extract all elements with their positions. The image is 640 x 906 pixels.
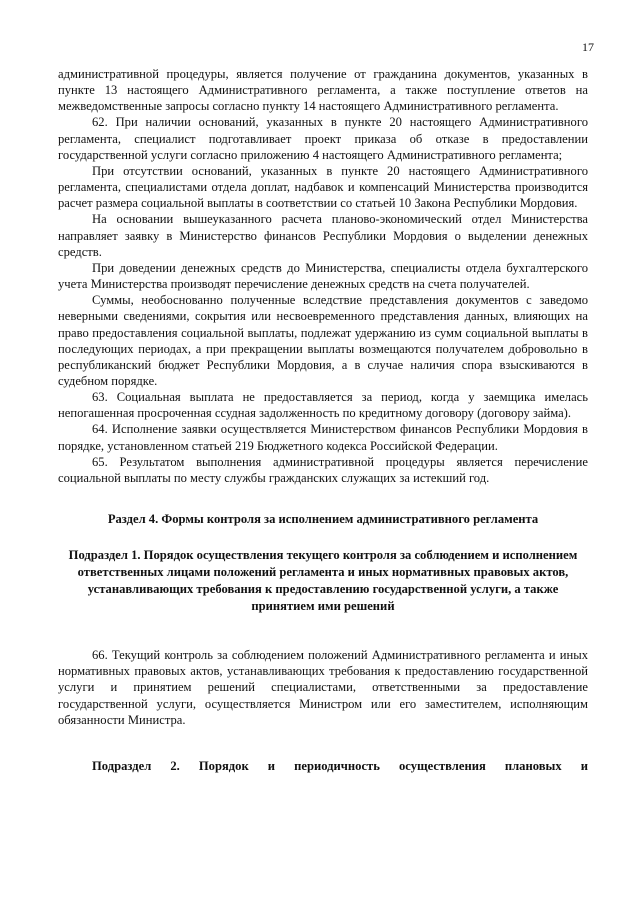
paragraph: административной процедуры, является получение от гражданина документов, указанных в пункте 13 настоящего Административного регламента, а также поступление ответов на межведомственные запросы согласно пункту 14 настоящего Административного регламента. [58, 67, 588, 114]
paragraph: 63. Социальная выплата не предоставляется за период, когда у заемщика имелась непогашенная просроченная ссудная задолженность по кредитному договору (договору займа). [58, 390, 588, 421]
subsection-heading: Подраздел 2. Порядок и периодичность осуществления плановых и [92, 758, 588, 773]
paragraph: На основании вышеуказанного расчета планово-экономический отдел Министерства направляет заявку в Министерство финансов Республики Мордовия о выделении денежных средств. [58, 212, 588, 259]
paragraph: 62. При наличии оснований, указанных в пункте 20 настоящего Административного регламента, специалист подготавливает проект приказа об отказе в предоставлении государственной услуги согласно приложению 4 настоящего Административного регламента; [58, 115, 588, 162]
paragraph: При отсутствии оснований, указанных в пункте 20 настоящего Административного регламента, специалистами отдела доплат, надбавок и компенсаций Министерства производится расчет размера социальной выплаты в соответствии со статьей 10 Закона Республики Мордовия. [58, 163, 588, 211]
document-body [58, 66, 588, 774]
paragraph: При доведении денежных средств до Министерства, специалисты отдела бухгалтерского учета Министерства производят перечисление денежных средств на счета получателей. [58, 260, 588, 292]
paragraph: 65. Результатом выполнения административной процедуры является перечисление социальной выплаты по месту службы гражданских служащих за истекший год. [58, 454, 588, 485]
subsection-heading: Подраздел 1. Порядок осуществления текущего контроля за соблюдением и исполнением ответственных лицами положений регламента и иных нормативных правовых актов, устанавливающих требования к предоставлению государственной услуги, а также принятием ими решений [68, 548, 578, 614]
paragraph: Суммы, необоснованно полученные вследствие представления документов с заведомо неверными сведениями, сокрытия или несвоевременного представления данных, влияющих на право предоставления социальной выплаты, подлежат удержанию из сумм социальной выплаты в последующих периодах, а при прекращении выплаты возмещаются получателем добровольно в республиканский бюджет Республики Мордовия, а в случае наличия спора взыскиваются в судебном порядке. [58, 293, 588, 388]
paragraph: 64. Исполнение заявки осуществляется Министерством финансов Республики Мордовия в порядке, установленном статьей 219 Бюджетного кодекса Российской Федерации. [58, 422, 588, 453]
paragraph: 66. Текущий контроль за соблюдением положений Административного регламента и иных нормативных правовых актов, устанавливающих требования к предоставлению государственной услуги и принятием решений специалистами, ответственными за предоставление государственной услуги, осуществляется Министром или его заместителем, исполняющим обязанности Министра. [58, 648, 588, 727]
section-heading: Раздел 4. Формы контроля за исполнением административного регламента [107, 512, 539, 527]
page-number: 17 [582, 40, 594, 54]
